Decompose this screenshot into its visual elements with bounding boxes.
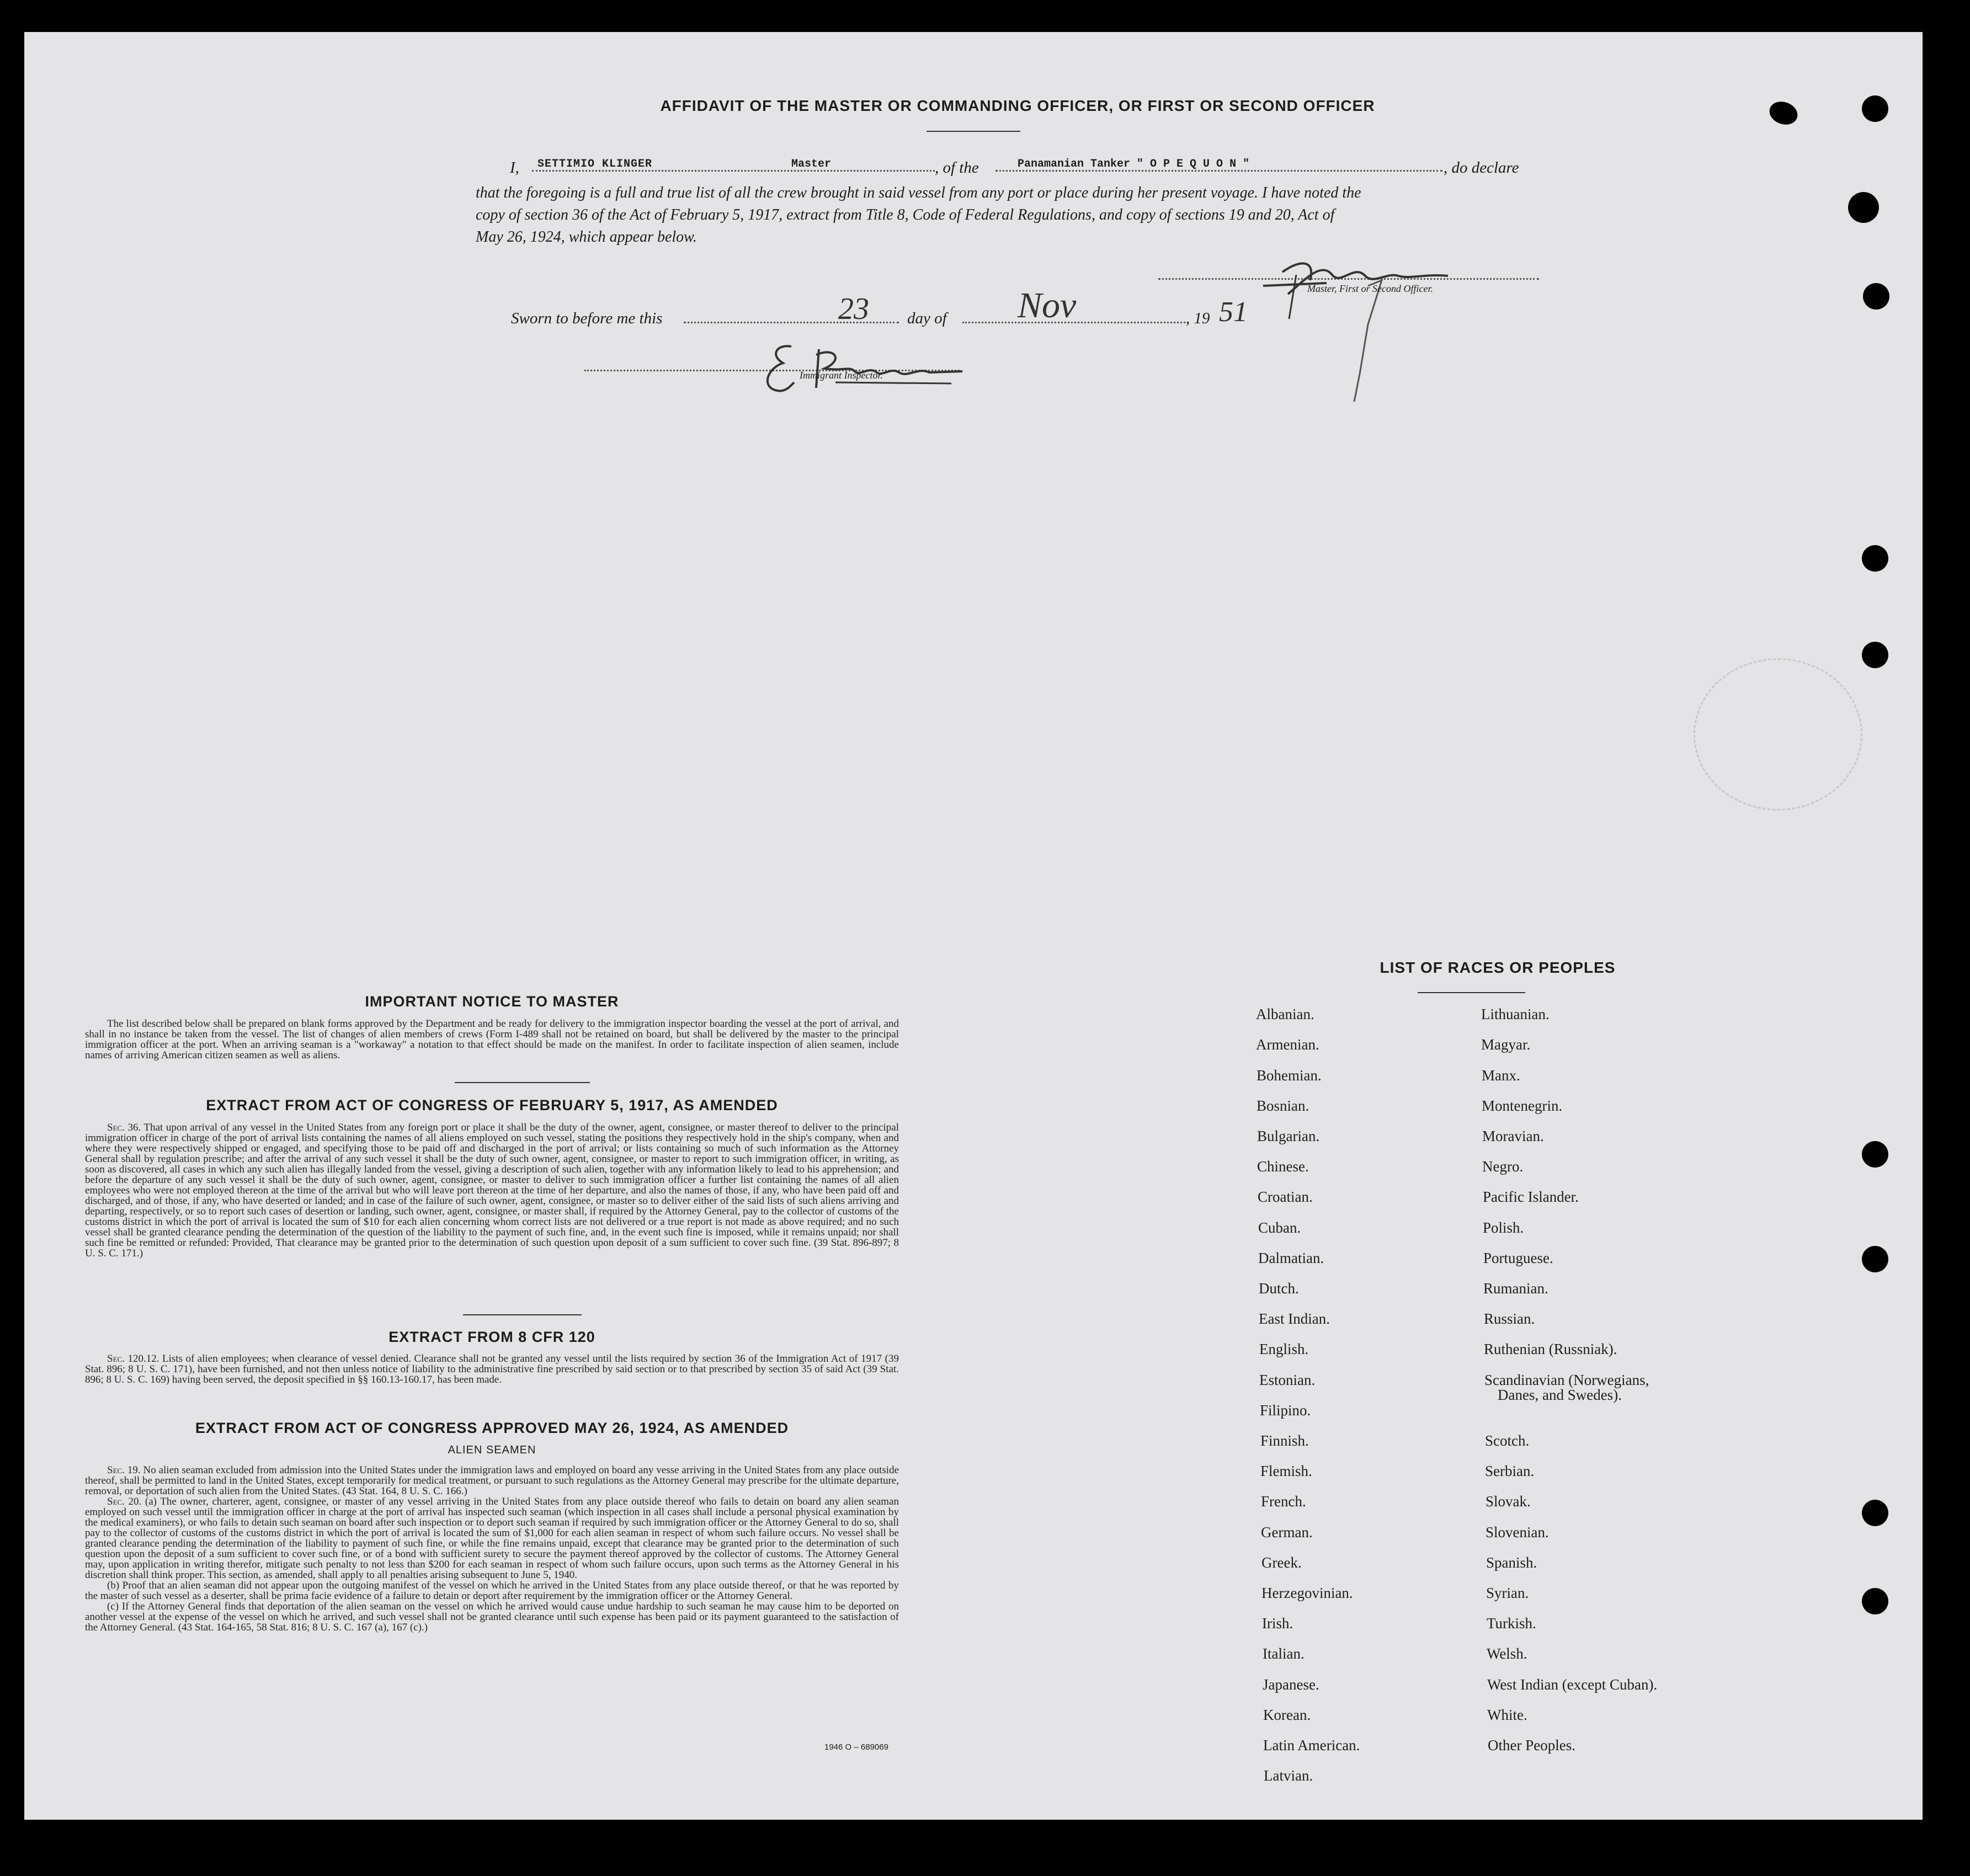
race-item: German.	[1261, 1524, 1313, 1541]
binder-hole	[1863, 283, 1889, 310]
i-label: I,	[510, 159, 519, 177]
inspector-caption: Immigrant Inspector.	[800, 370, 883, 381]
day-of-label: day of	[907, 310, 947, 327]
race-item: Flemish.	[1260, 1463, 1312, 1479]
sworn-label: Sworn to before me this	[511, 310, 663, 327]
race-item: Negro.	[1482, 1158, 1524, 1175]
binder-hole	[1862, 1246, 1888, 1272]
race-item: Welsh.	[1487, 1645, 1527, 1662]
race-item: English.	[1259, 1341, 1309, 1357]
extract-1924-text	[85, 1465, 899, 1633]
race-item: Dalmatian.	[1258, 1250, 1324, 1266]
race-item: Chinese.	[1257, 1158, 1309, 1175]
binder-hole	[1862, 1500, 1888, 1526]
race-item: Syrian.	[1486, 1585, 1529, 1601]
race-item: West Indian (except Cuban).	[1487, 1676, 1658, 1693]
race-item: Italian.	[1263, 1645, 1305, 1662]
binder-hole	[1862, 1588, 1888, 1614]
year-prefix: , 19	[1186, 310, 1210, 327]
race-item: Bulgarian.	[1257, 1128, 1320, 1144]
declaration-line: copy of section 36 of the Act of February 5, 1917, extract from Title 8, Code of Federal Regulations, and copy of sections 19 and 20, Act of	[476, 206, 1335, 223]
race-item: Irish.	[1262, 1615, 1293, 1632]
race-item: Pacific Islander.	[1483, 1189, 1579, 1205]
race-item: French.	[1261, 1493, 1306, 1510]
notice-title: IMPORTANT NOTICE TO MASTER	[365, 993, 619, 1010]
race-item: Armenian.	[1256, 1036, 1319, 1053]
extract-cfr-title: EXTRACT FROM 8 CFR 120	[388, 1329, 595, 1345]
do-declare-label: , do declare	[1444, 159, 1519, 177]
vessel-name: Panamanian Tanker " O P E Q U O N "	[1018, 158, 1250, 170]
race-item: Russian.	[1484, 1310, 1535, 1327]
race-item: Lithuanian.	[1481, 1006, 1550, 1022]
race-item: Slovak.	[1486, 1493, 1531, 1510]
binder-hole	[1848, 192, 1879, 223]
faint-seal	[1694, 658, 1862, 811]
print-code: 1946 O – 689069	[824, 1742, 888, 1752]
divider	[463, 1314, 582, 1315]
race-item: Cuban.	[1258, 1219, 1301, 1236]
race-item: Filipino.	[1260, 1402, 1311, 1419]
race-item: Croatian.	[1258, 1189, 1313, 1205]
master-caption: Master, First or Second Officer.	[1307, 283, 1433, 294]
race-item: Magyar.	[1481, 1036, 1531, 1053]
extract-1917-title: EXTRACT FROM ACT OF CONGRESS OF FEBRUARY 5, 1917, AS AMENDED	[206, 1097, 778, 1113]
binder-hole	[1862, 642, 1888, 668]
race-item: Latvian.	[1264, 1767, 1313, 1784]
day-value: 23	[838, 292, 869, 326]
extract-1924-title: EXTRACT FROM ACT OF CONGRESS APPROVED MAY 26, 1924, AS AMENDED	[195, 1420, 789, 1436]
race-item: Herzegovinian.	[1261, 1585, 1353, 1601]
section-text: (a) The owner, charterer, agent, consignee, or master of any vessel arriving in the United States from any place outside thereof who fails to detain on board any alien seaman employed on such vessel until the immigration officer in charge at the port of arrival has inspected such seaman (which inspection in all cases shall include a personal physical examination by the medical examiners), or who fails to detain such seaman on board after such inspection or to deport such seaman if required by such immigration officer or the Attorney General to do so, shall pay to the collector of customs of the customs district in which the port of arrival is located the sum of $1,000 for each alien seaman in respect of whom such failure occurs. No vessel shall be granted clearance pending the determination of the liability to payment of such fine, or while the fine remains unpaid, except that clearance may be granted prior to the determination of such question upon the deposit of a sum sufficient to cover such fine, or of a bond with sufficient surety to secure the payment thereof approved by the collector of customs. The Attorney General may, upon application in writing therefor, mitigate such penalty to not less than $200 for each seaman in respect of whom such failure occurs, upon such terms as the Attorney General in his discretion shall think proper. This section, as amended, shall apply to all penalties arising subsequent to June 5, 1940.	[85, 1496, 899, 1581]
race-item: Turkish.	[1487, 1615, 1536, 1632]
race-item: Estonian.	[1259, 1372, 1316, 1388]
declaration-body	[476, 182, 1541, 248]
notice-paragraph: The list described below shall be prepared on blank forms approved by the Department and be ready for delivery to the immigration inspector boarding the vessel at the port of arrival, and shall in no instance be taken from the vessel. The list of changes of alien members of crews (Form I-489 shall not be retained on board, but shall be delivered by the master to the principal immigration officer at the port. When an arriving seaman is a "workaway" a notation to that effect should be made on the manifest. In order to facilitate inspection of alien seamen, include names of arriving American citizen seamen as well as aliens.	[85, 1018, 899, 1061]
extract-1924-subtitle: ALIEN SEAMEN	[448, 1444, 536, 1456]
race-item: Scandinavian (Norwegians,	[1484, 1372, 1649, 1388]
race-item: Serbian.	[1485, 1463, 1535, 1479]
race-item: Bohemian.	[1256, 1067, 1322, 1084]
race-item: Scotch.	[1485, 1432, 1530, 1449]
declaration-line: that the foregoing is a full and true list of all the crew brought in said vessel from any port or place during her present voyage. I have noted the	[476, 184, 1361, 201]
race-item: Albanian.	[1256, 1006, 1314, 1022]
race-item: Dutch.	[1259, 1280, 1299, 1297]
section-label: Sec. 120.12.	[107, 1353, 159, 1365]
section-text: No alien seaman excluded from admission into the United States under the immigration laws and employed on board any vesse arriving in the United States from any place outside thereof, shall be permitted to land in the United States, except temporarily for medical treatment, or pursuant to such regulations as the Attorney General may prescribe for the ultimate departure, removal, or deportation of such alien from the United States. (43 Stat. 164, 8 U. S. C. 166.)	[85, 1464, 899, 1497]
race-item: Bosnian.	[1256, 1097, 1309, 1114]
extract-1917-text	[85, 1122, 899, 1259]
race-item: Korean.	[1263, 1707, 1311, 1723]
binder-hole	[1862, 95, 1888, 122]
race-item: Ruthenian (Russniak).	[1484, 1341, 1617, 1357]
affidavit-title: AFFIDAVIT OF THE MASTER OR COMMANDING OFFICER, OR FIRST OR SECOND OFFICER	[660, 97, 1375, 114]
section-label: Sec. 36.	[107, 1122, 141, 1133]
master-signature	[1249, 242, 1481, 413]
race-item: White.	[1487, 1707, 1527, 1723]
race-item: Polish.	[1483, 1219, 1524, 1236]
master-name: SETTIMIO KLINGER	[537, 158, 653, 170]
race-item: Finnish.	[1260, 1432, 1309, 1449]
races-title: LIST OF RACES OR PEOPLES	[1380, 959, 1616, 976]
master-rank: Master	[791, 158, 832, 170]
binder-hole	[1862, 545, 1888, 572]
year-value: 51	[1219, 296, 1248, 328]
month-value: Nov	[1018, 285, 1077, 326]
section-text: Lists of alien employees; when clearance of vessel denied. Clearance shall not be granted any vessel until the lists required by section 36 of the Immigration Act of 1917 (39 Stat. 896; 8 U. S. C. 171), have been furnished, and not then unless notice of liability to the administrative fine prescribed by said section or to that prescribed by section 35 of said Act (39 Stat. 896; 8 U. S. C. 169) having been served, the deposit specified in §§ 160.13-160.17, has been made.	[85, 1353, 899, 1385]
divider	[455, 1082, 590, 1083]
race-item: Japanese.	[1263, 1676, 1319, 1693]
divider	[1418, 992, 1525, 993]
notice-text	[85, 1019, 899, 1060]
declaration-line: May 26, 1924, which appear below.	[476, 228, 697, 246]
race-item: Latin American.	[1263, 1737, 1360, 1754]
race-item: Moravian.	[1482, 1128, 1544, 1144]
section-label: Sec. 20.	[107, 1496, 142, 1507]
extract-cfr-text	[85, 1353, 899, 1385]
race-item: Rumanian.	[1483, 1280, 1548, 1297]
race-item: Greek.	[1261, 1554, 1302, 1571]
race-item: Slovenian.	[1486, 1524, 1549, 1541]
section-text: That upon arrival of any vessel in the United States from any foreign port or place it shall be the duty of the owner, agent, consignee, or master thereof to deliver to the principal immigration officer in charge of the port of arrival lists containing the names of all aliens employed on such vessel, stating the positions they respectively hold in the ship's company, when and where they were respectively shipped or engaged, and specifying those to be paid off and discharged in the port of arrival; or lists containing so much of such information as the Attorney General shall by regulation prescribe; and after the arrival of any such vessel it shall be the duty of such owner, agent, consignee, or master to report to such immigration officer, in writing, as soon as discovered, all cases in which any such alien has illegally landed from the vessel, giving a description of such alien, together with any information likely to lead to his apprehension; and before the departure of any such vessel it shall be the duty of such owner, agent, consignee, or master to deliver to such immigration officer a further list containing the names of all alien employees who were not employed thereon at the time of the arrival but who will leave port thereon at the time of her departure, and also the names of those, if any, who have been paid off and discharged, and of those, if any, who have deserted or landed; and in case of the failure of such owner, agent, consignee, or master so to deliver either of the said lists of such aliens arriving and departing, respectively, or so to report such cases of desertion or landing, such owner, agent, consignee, or master shall, if required by the Attorney General, pay to the collector of customs of the customs district in which the port of arrival is located the sum of $10 for each alien concerning whom correct lists are not delivered or a true report is not made as above required; and no such vessel shall be granted clearance pending the determination of the question of the liability to the payment of such fine, and, in the event such fine is imposed, while it remains unpaid; nor shall such fine be remitted or refunded: Provided, That clearance may be granted prior to the determination of such question upon deposit of a sum sufficient to cover such fine. (39 Stat. 896-897; 8 U. S. C. 171.)	[85, 1122, 899, 1259]
race-item: Montenegrin.	[1482, 1097, 1563, 1114]
binder-hole	[1862, 1141, 1888, 1168]
section-label: Sec. 19.	[107, 1464, 141, 1476]
title-divider	[927, 131, 1020, 132]
race-item: Other Peoples.	[1488, 1737, 1575, 1754]
race-item: Portuguese.	[1483, 1250, 1553, 1266]
of-the-label: , of the	[935, 159, 979, 177]
section-text: (b) Proof that an alien seaman did not appear upon the outgoing manifest of the vessel on which he arrived in the United States from any place outside thereof, or that he was reported by the master of such vessel as a deserter, shall be prima facie evidence of a failure to detain or deport after requirement by the immigration officer or the Attorney General.	[85, 1580, 899, 1602]
section-text: (c) If the Attorney General finds that deportation of the alien seaman on the vessel on which he arrived would cause undue hardship to such seaman he may cause him to be deported on another vessel at the expense of the vessel on which he arrived, and such vessel shall not be granted clearance until such expense has been paid or its payment guaranteed to the satisfaction of the Attorney General. (43 Stat. 164-165, 58 Stat. 816; 8 U. S. C. 167 (a), 167 (c).)	[85, 1601, 899, 1633]
document-page	[24, 32, 1923, 1820]
race-item: Spanish.	[1486, 1554, 1537, 1571]
binder-hole	[1766, 98, 1801, 128]
race-item: East Indian.	[1259, 1310, 1330, 1327]
race-item: Danes, and Swedes).	[1498, 1387, 1622, 1403]
race-item: Manx.	[1482, 1067, 1520, 1084]
